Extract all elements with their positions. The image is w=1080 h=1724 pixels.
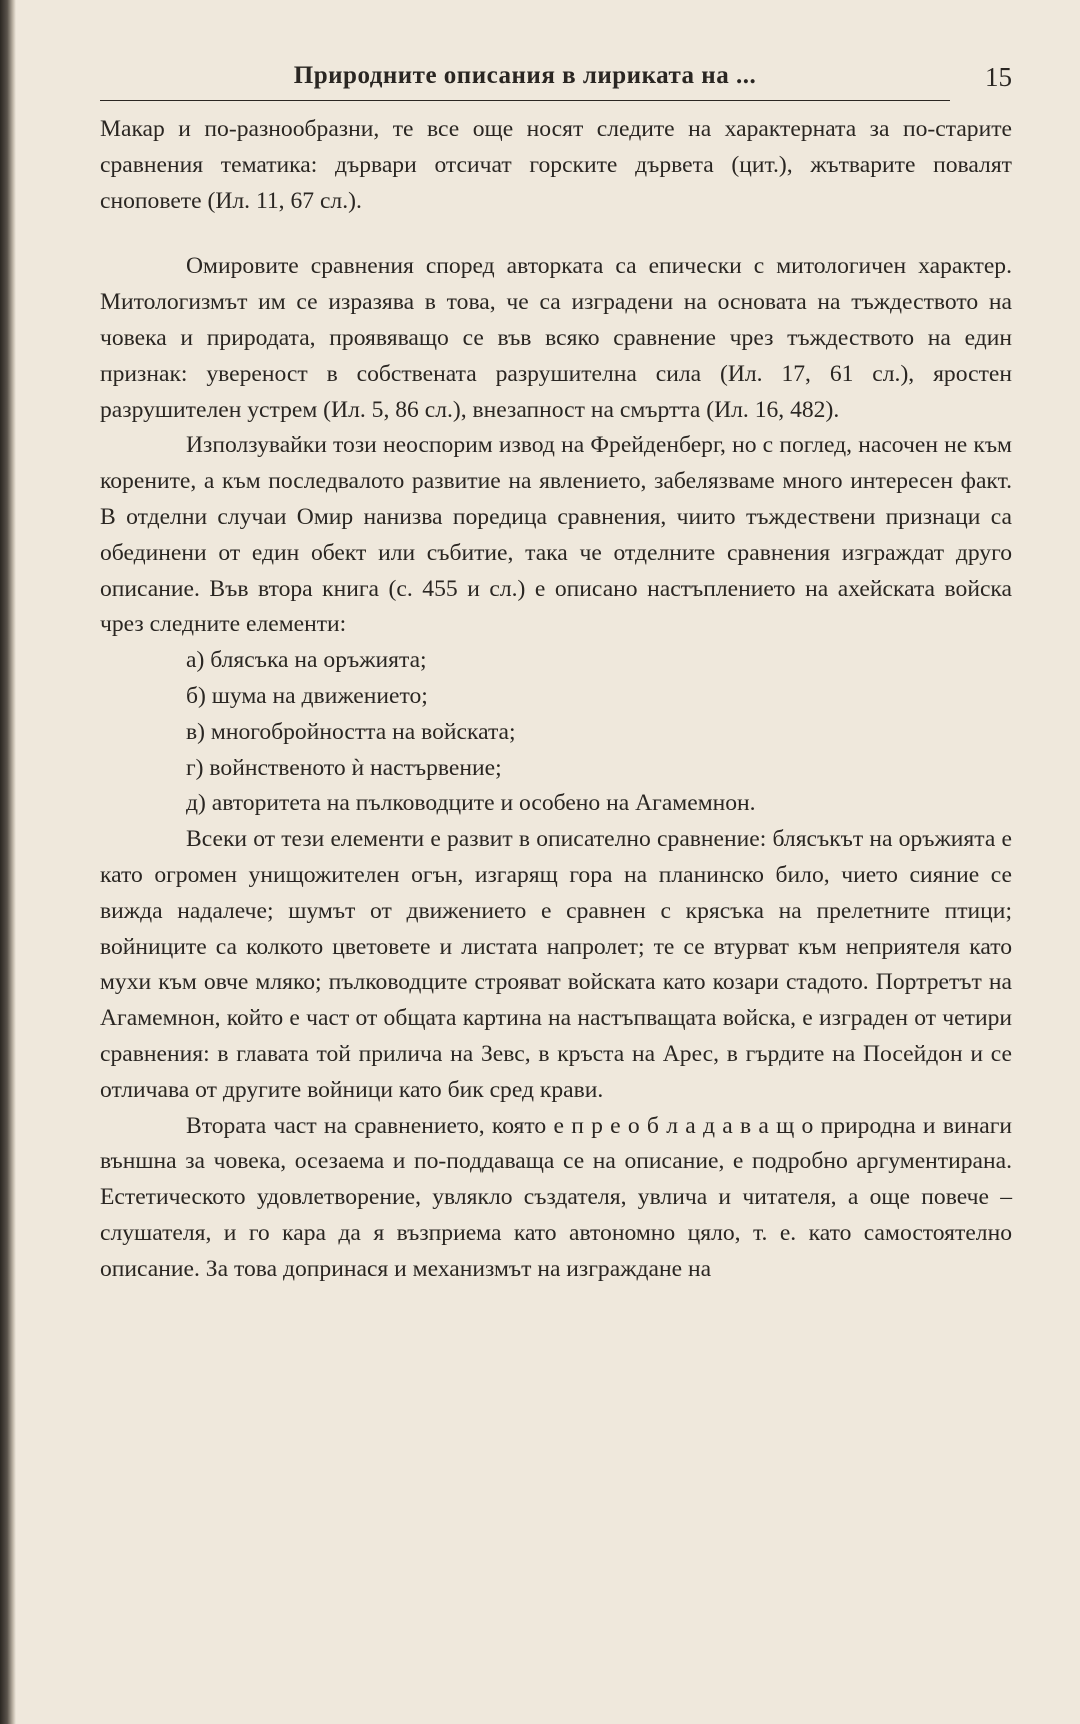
header-rule [100, 100, 950, 101]
book-spine-shadow [0, 0, 16, 1724]
book-page [100, 58, 1012, 1288]
list-item: в) многобройността на войската; [186, 718, 516, 745]
running-head-title: Природните описания в лириката на ... [293, 62, 757, 89]
page-number: 15 [985, 62, 1012, 92]
paragraph-2: Омировите сравнения според авторката са епически с митологичен характер. Митологизмът им се изразява в това, че са изградени на основата на тъждеството на човека и природата, проявяващо се във всяко сравнение чрез тъждеството на един признак: увереност в собствената разрушителна сила (Ил. 17, 61 сл.), яростен разрушителен устрем (Ил. 5, 86 сл.), внезапност на смъртта (Ил. 16, 482). [100, 253, 1012, 423]
paragraph-1: Макар и по-разнообразни, те все още носят следите на характерната за по-старите сравнения тематика: дървари отсичат горските дървета (цит.), жътварите повалят сноповете (Ил. 11, 67 сл.). [100, 116, 1012, 214]
list-item: г) войнственото ѝ настървение; [186, 754, 502, 781]
running-header [100, 58, 1012, 102]
list-item: д) авторитета на пълководците и особено на Агамемнон. [186, 790, 756, 817]
list-item: б) шума на движението; [186, 682, 428, 709]
body-text [100, 112, 1012, 1288]
elements-list [100, 643, 1012, 822]
paragraph-5: Втората част на сравнението, която е п р е о б л а д а в а щ о природна и винаги външна за човека, осезаема и по-поддаваща се на описание, е подробно аргументирана. Естетическото удовлетворение, увлякло създателя, увлича и читателя, а още повече – слушателя, и го кара да я възприема като автономно цяло, т. е. като самостоятелно описание. За това допринася и механизмът на изграждане на [100, 1112, 1012, 1282]
list-item: а) блясъка на оръжията; [186, 647, 427, 674]
paragraph-4: Всеки от тези елементи е развит в описателно сравнение: блясъкът на оръжията е като огромен унищожителен огън, изгарящ гора на планинско било, чието сияние се вижда надалече; шумът от движението е сравнен с крясъка на прелетните птици; войниците са колкото цветовете и листата напролет; те се втурват към неприятеля като мухи към овче мляко; пълководците строяват войската като козари стадото. Портретът на Агамемнон, който е част от общата картина на настъпващата войска, е изграден от четири сравнения: в главата той прилича на Зевс, в кръста на Арес, в гърдите на Посейдон и се отличава от другите войници като бик сред крави. [100, 826, 1012, 1103]
paragraph-3: Използувайки този неоспорим извод на Фрейденберг, но с поглед, насочен не към корените, а към последвалото развитие на явлението, забелязваме много интересен факт. В отделни случаи Омир нанизва поредица сравнения, чиито тъждествени признаци са обединени от един обект или събитие, така че отделните сравнения изграждат друго описание. Във втора книга (с. 455 и сл.) е описано настъплението на ахейската войска чрез следните елементи: [100, 432, 1012, 638]
